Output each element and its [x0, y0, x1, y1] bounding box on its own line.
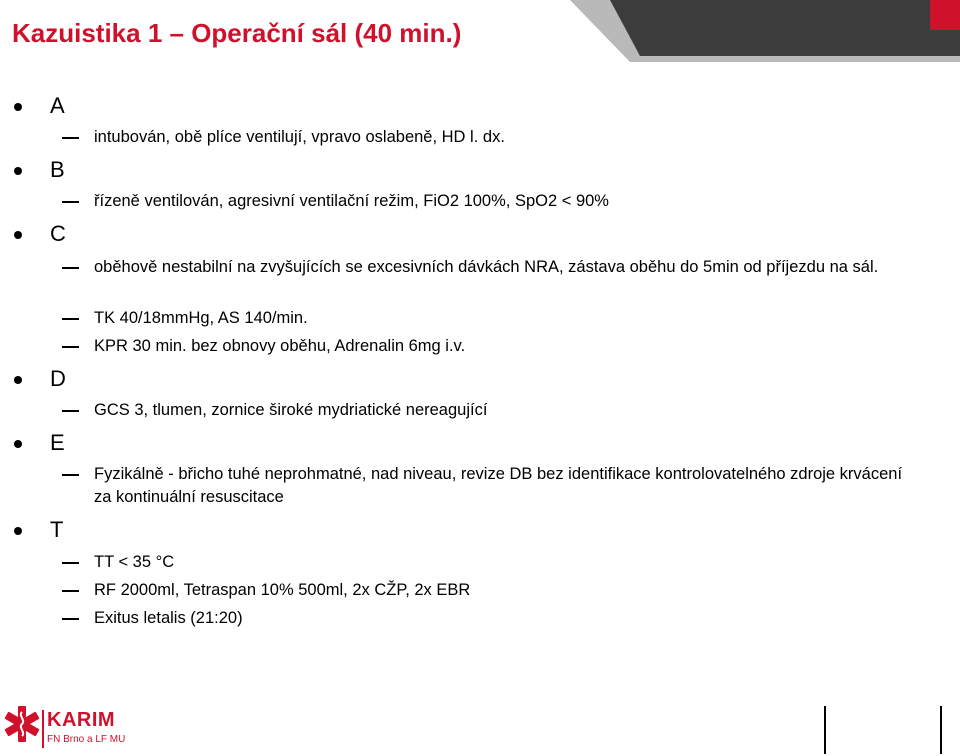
corner-decoration [570, 0, 960, 62]
dash-marker [62, 137, 79, 139]
bullet-dot [14, 376, 22, 384]
dash-marker [62, 618, 79, 620]
logo-divider [42, 710, 44, 748]
bullet-dot [14, 103, 22, 111]
bullet-letter: C [50, 221, 66, 246]
bullet-dot [14, 527, 22, 535]
corner-red-tab [930, 0, 960, 30]
dash-marker [62, 410, 79, 412]
slide-title: Kazuistika 1 – Operační sál (40 min.) [12, 18, 462, 48]
medical-star-icon [4, 702, 40, 746]
bullet-letter: A [50, 93, 65, 118]
item-text: Exitus letalis (21:20) [94, 609, 243, 627]
bullet-letter: D [50, 366, 66, 391]
item-text: Fyzikálně - břicho tuhé neprohmatné, nad niveau, revize DB bez identifikace kontrolovatelného zdroje krvácení za kontinuální resuscitace [94, 465, 903, 506]
footer-decoration [822, 706, 958, 756]
dash-marker [62, 201, 79, 203]
logo-name: KARIM [47, 709, 116, 731]
dash-marker [62, 474, 79, 476]
corner-dark-band [610, 0, 960, 56]
item-text: GCS 3, tlumen, zornice široké mydriatické nereagující [94, 401, 488, 419]
bullet-letter: E [50, 430, 65, 455]
item-text: TK 40/18mmHg, AS 140/min. [94, 309, 308, 327]
item-text: intubován, obě plíce ventilují, vpravo oslabeně, HD l. dx. [94, 128, 505, 146]
bullet-letter: B [50, 157, 65, 182]
dash-marker [62, 267, 79, 269]
bullet-dot [14, 440, 22, 448]
bullet-dot [14, 231, 22, 239]
dash-marker [62, 346, 79, 348]
item-text: TT < 35 °C [94, 553, 175, 571]
logo-subtitle: FN Brno a LF MU [47, 734, 126, 745]
dash-marker [62, 590, 79, 592]
bullet-dot [14, 167, 22, 175]
item-text: KPR 30 min. bez obnovy oběhu, Adrenalin 6mg i.v. [94, 337, 466, 355]
dash-marker [62, 562, 79, 564]
item-text: řízeně ventilován, agresivní ventilační režim, FiO2 100%, SpO2 < 90% [94, 192, 609, 210]
item-text: RF 2000ml, Tetraspan 10% 500ml, 2x CŽP, 2x EBR [94, 581, 471, 599]
item-text: oběhově nestabilní na zvyšujících se excesivních dávkách NRA, zástava oběhu do 5min od příjezdu na sál. [94, 258, 879, 276]
dash-marker [62, 318, 79, 320]
bullet-letter: T [50, 517, 64, 542]
